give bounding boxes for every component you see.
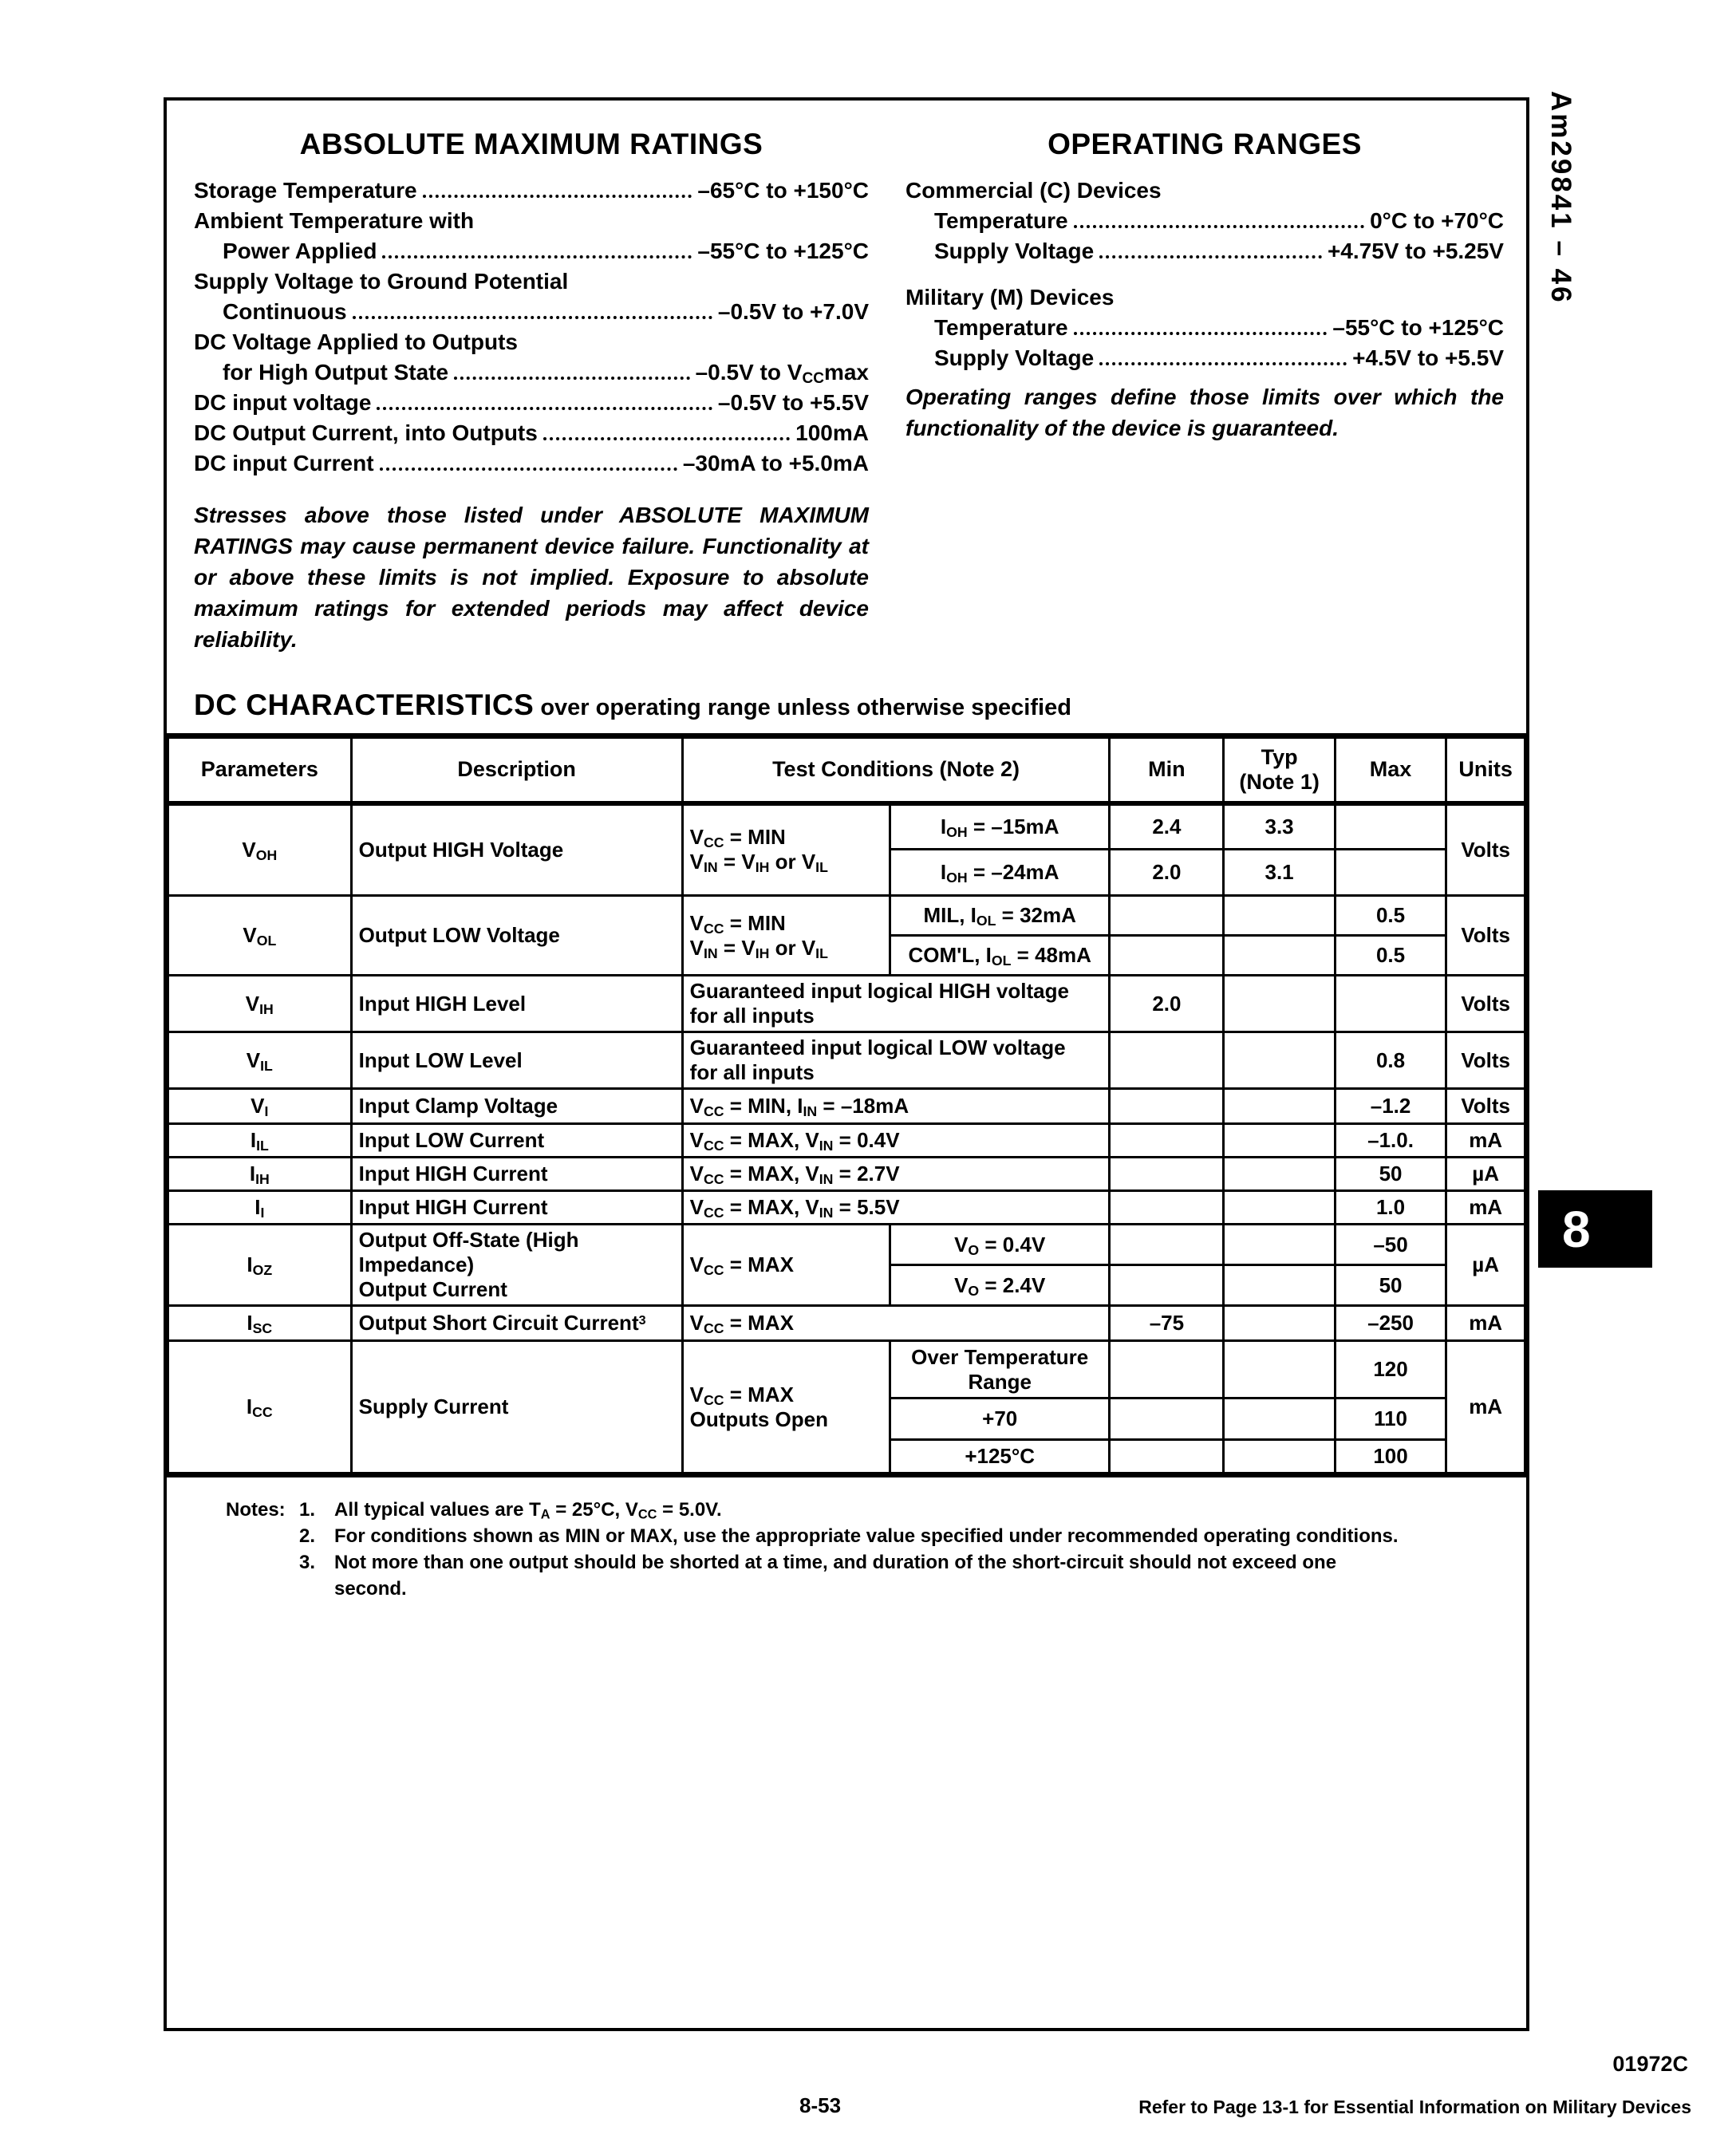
typ-cell-empty (1224, 1158, 1335, 1191)
spec-line (194, 297, 869, 327)
description-cell: Input HIGH Current (351, 1158, 682, 1191)
sub-condition-cell: COM'L, $I_{OL} = 48mA$ (890, 936, 1110, 976)
dot-leader (353, 316, 712, 319)
typ-cell-empty (1224, 1265, 1335, 1306)
spec-label: Military (M) Devices (905, 285, 1115, 310)
spec-line (905, 343, 1504, 373)
param-cell-voh: $V_{OH}$ (168, 803, 352, 896)
spec-value: 0°C to +70°C (1370, 208, 1504, 233)
units-cell: Volts (1446, 1089, 1525, 1124)
spec-line (194, 176, 869, 206)
spec-label: Supply Voltage (934, 239, 1095, 263)
description-cell: Output HIGH Voltage (351, 803, 682, 896)
spec-value: +4.75V to +5.25V (1327, 239, 1504, 263)
page-border (164, 97, 1529, 2031)
note-item (226, 1497, 1407, 1523)
section-tab (1538, 1190, 1652, 1268)
table-row-iih (168, 1158, 1525, 1191)
sub-condition-cell: $I_{OH} = -15mA$ (890, 803, 1110, 850)
typ-cell-empty (1224, 1191, 1335, 1225)
units-cell: Volts (1446, 976, 1525, 1032)
min-cell-empty (1110, 936, 1224, 976)
max-cell: 100 (1335, 1440, 1446, 1475)
description-cell: Input Clamp Voltage (351, 1089, 682, 1124)
spec-value: –0.5V to $V_{CC}\max$ (695, 360, 869, 388)
param-cell-iil: $I_{IL}$ (168, 1124, 352, 1158)
units-cell: mA (1446, 1306, 1525, 1341)
description-cell: Input HIGH Level (351, 976, 682, 1032)
header-cell-units: Units (1446, 736, 1525, 803)
notes-label: Notes: (226, 1499, 286, 1521)
header-cell-description: Description (351, 736, 682, 803)
dc-table (167, 733, 1526, 1477)
table-row-voh (168, 803, 1525, 850)
table-row-vil (168, 1032, 1525, 1089)
test-condition-cell: $V_{CC}$ = MIN $V_{IN} = V_{IH}$ or $V_{IL}$ (682, 896, 890, 976)
spec-label: DC Voltage Applied to Outputs (194, 329, 518, 354)
column-gap (869, 121, 905, 655)
max-cell: 1.0 (1335, 1191, 1446, 1225)
part-number-vertical: Am29841 – 46 (1545, 91, 1576, 305)
op-ranges-note: Operating ranges define those limits over which the functionality of the device is guaranteed. (905, 385, 1504, 440)
units-cell: mA (1446, 1341, 1525, 1475)
typ-cell-empty (1224, 1089, 1335, 1124)
typ-cell: 3.1 (1224, 850, 1335, 896)
abs-max-title: ABSOLUTE MAXIMUM RATINGS (299, 128, 763, 160)
sub-condition-cell: +70 (890, 1399, 1110, 1440)
dot-leader (1074, 332, 1328, 335)
sub-condition-cell: Over Temperature Range (890, 1341, 1110, 1399)
dot-leader (377, 407, 712, 410)
table-row-ioz (168, 1225, 1525, 1265)
max-cell: 110 (1335, 1399, 1446, 1440)
test-condition-cell: $V_{CC}$ = MAX (682, 1306, 1110, 1341)
description-cell: Output LOW Voltage (351, 896, 682, 976)
min-cell: –75 (1110, 1306, 1224, 1341)
spec-line (194, 448, 869, 479)
max-cell: 50 (1335, 1265, 1446, 1306)
max-cell: –50 (1335, 1225, 1446, 1265)
min-cell-empty (1110, 896, 1224, 936)
spec-value: –55°C to +125°C (697, 239, 869, 263)
table-row-vol (168, 896, 1525, 936)
test-condition-cell: Guaranteed input logical LOW voltage for all inputs (682, 1032, 1110, 1089)
typ-cell-empty (1224, 936, 1335, 976)
dot-leader (380, 467, 677, 471)
min-cell-empty (1110, 1158, 1224, 1191)
param-cell-isc: $I_{SC}$ (168, 1306, 352, 1341)
dot-leader (454, 377, 690, 380)
max-cell: –1.2 (1335, 1089, 1446, 1124)
description-cell: Input LOW Level (351, 1032, 682, 1089)
spec-line (905, 206, 1504, 236)
min-cell-empty (1110, 1399, 1224, 1440)
param-cell-vi: $V_I$ (168, 1089, 352, 1124)
typ-cell-empty (1224, 896, 1335, 936)
note-number: 1. (299, 1499, 316, 1521)
spec-value: –65°C to +150°C (697, 178, 869, 203)
test-condition-cell: $V_{CC}$ = MIN, $I_{IN} = -18mA$ (682, 1089, 1110, 1124)
spec-label: Supply Voltage (934, 345, 1095, 370)
dc-characteristics-title: DC CHARACTERISTICS (194, 688, 535, 721)
spec-line (905, 282, 1504, 313)
dc-table-header-row (168, 736, 1525, 803)
header-cell-test-conditions: Test Conditions (Note 2) (682, 736, 1110, 803)
spec-label: DC input voltage (194, 390, 372, 415)
sub-condition-cell: $V_O = 0.4V$ (890, 1225, 1110, 1265)
sub-condition-cell: $I_{OH} = -24mA$ (890, 850, 1110, 896)
max-cell: –1.0. (1335, 1124, 1446, 1158)
spec-line (905, 176, 1504, 206)
spec-line (194, 388, 869, 418)
test-condition-cell: Guaranteed input logical HIGH voltage for all inputs (682, 976, 1110, 1032)
spec-line (194, 236, 869, 266)
header-cell-typ (1224, 736, 1335, 803)
spec-value: +4.5V to +5.5V (1352, 345, 1504, 370)
min-cell-empty (1110, 1124, 1224, 1158)
dc-characteristics-subtitle: over operating range unless otherwise specified (534, 695, 1071, 720)
notes-section (226, 1497, 1407, 1602)
spec-label: for High Output State (223, 360, 449, 385)
description-cell: Supply Current (351, 1341, 682, 1475)
typ-cell: 3.3 (1224, 803, 1335, 850)
spec-line (194, 266, 869, 297)
min-cell-empty (1110, 1191, 1224, 1225)
min-cell: 2.4 (1110, 803, 1224, 850)
max-cell-empty (1335, 976, 1446, 1032)
min-cell: 2.0 (1110, 976, 1224, 1032)
footer-doc-code: 01972C (1612, 2052, 1688, 2076)
spec-line (905, 236, 1504, 266)
note-number: 2. (299, 1525, 316, 1547)
units-cell: Volts (1446, 803, 1525, 896)
abs-max-section (194, 121, 869, 655)
test-condition-cell: $V_{CC}$ = MAX (682, 1225, 890, 1306)
param-cell-ii: $I_I$ (168, 1191, 352, 1225)
spec-label: Supply Voltage to Ground Potential (194, 269, 569, 294)
op-ranges-section (905, 121, 1504, 655)
min-cell-empty (1110, 1225, 1224, 1265)
header-typ-label: Typ (1261, 744, 1298, 769)
spec-line (194, 206, 869, 236)
param-cell-vih: $V_{IH}$ (168, 976, 352, 1032)
sub-condition-cell: +125°C (890, 1440, 1110, 1475)
param-cell-vil: $V_{IL}$ (168, 1032, 352, 1089)
max-cell: 0.5 (1335, 896, 1446, 936)
description-cell: Output Short Circuit Current$^3$ (351, 1306, 682, 1341)
spec-label: DC input Current (194, 451, 374, 475)
table-row-isc (168, 1306, 1525, 1341)
spec-label: Power Applied (223, 239, 377, 263)
dot-leader (423, 195, 692, 198)
max-cell-empty (1335, 803, 1446, 850)
test-condition-cell: $V_{CC}$ = MAX, $V_{IN} = 2.7V$ (682, 1158, 1110, 1191)
typ-cell-empty (1224, 1032, 1335, 1089)
spec-value: –0.5V to +5.5V (717, 390, 869, 415)
min-cell-empty (1110, 1440, 1224, 1475)
section-tab-number: 8 (1562, 1200, 1591, 1258)
units-cell: mA (1446, 1191, 1525, 1225)
typ-cell-empty (1224, 1440, 1335, 1475)
spec-line (194, 418, 869, 448)
description-cell: Input HIGH Current (351, 1191, 682, 1225)
table-row-ii (168, 1191, 1525, 1225)
param-cell-vol: $V_{OL}$ (168, 896, 352, 976)
footer-page-number: 8-53 (799, 2093, 842, 2117)
spec-value: –0.5V to +7.0V (717, 299, 869, 324)
dot-leader (543, 437, 790, 440)
units-cell: µA (1446, 1225, 1525, 1306)
max-cell: –250 (1335, 1306, 1446, 1341)
dot-leader (1099, 255, 1322, 258)
dot-leader (382, 255, 692, 258)
table-row-icc (168, 1341, 1525, 1399)
header-typ-note: (Note 1) (1239, 769, 1320, 794)
spec-value: 100mA (795, 420, 869, 445)
spec-line (194, 357, 869, 388)
note-item (226, 1549, 1407, 1602)
sub-condition-cell: $V_O = 2.4V$ (890, 1265, 1110, 1306)
table-row-iil (168, 1124, 1525, 1158)
max-cell: 0.8 (1335, 1032, 1446, 1089)
test-condition-cell: $V_{CC}$ = MAX, $V_{IN} = 5.5V$ (682, 1191, 1110, 1225)
spec-label: Ambient Temperature with (194, 208, 475, 233)
header-cell-min: Min (1110, 736, 1224, 803)
note-item (226, 1523, 1407, 1549)
footer-military-note: Refer to Page 13-1 for Essential Information on Military Devices (1138, 2097, 1691, 2117)
spec-label: Storage Temperature (194, 178, 417, 203)
test-condition-cell: $V_{CC}$ = MAX Outputs Open (682, 1341, 890, 1475)
spec-line (905, 313, 1504, 343)
units-cell: µA (1446, 1158, 1525, 1191)
header-cell-parameters: Parameters (168, 736, 352, 803)
header-cell-max: Max (1335, 736, 1446, 803)
dc-characteristics-heading (194, 688, 1526, 722)
note-text: All typical values are $T_A = 25^\circ C$, $V_{CC} = 5.0V$. (334, 1499, 722, 1522)
typ-cell-empty (1224, 1341, 1335, 1399)
units-cell: mA (1446, 1124, 1525, 1158)
top-section (167, 101, 1526, 655)
min-cell-empty (1110, 1089, 1224, 1124)
param-cell-iih: $I_{IH}$ (168, 1158, 352, 1191)
param-cell-ioz: $I_{OZ}$ (168, 1225, 352, 1306)
spec-value: –30mA to +5.0mA (682, 451, 869, 475)
min-cell-empty (1110, 1265, 1224, 1306)
dot-leader (1099, 362, 1347, 365)
dot-leader (1074, 225, 1365, 228)
description-cell: Input LOW Current (351, 1124, 682, 1158)
param-cell-icc: $I_{CC}$ (168, 1341, 352, 1475)
typ-cell-empty (1224, 1225, 1335, 1265)
typ-cell-empty (1224, 1306, 1335, 1341)
spec-value: –55°C to +125°C (1332, 315, 1504, 340)
abs-max-stress-note: Stresses above those listed under ABSOLUTE MAXIMUM RATINGS may cause permanent device failure. Functionality at or above these limits is not implied. Exposure to absolute maximum ratings for extended periods may affect device reliability. (194, 503, 869, 652)
test-condition-cell: $V_{CC}$ = MAX, $V_{IN} = 0.4V$ (682, 1124, 1110, 1158)
spec-label: DC Output Current, into Outputs (194, 420, 538, 445)
min-cell: 2.0 (1110, 850, 1224, 896)
max-cell-empty (1335, 850, 1446, 896)
spec-label: Continuous (223, 299, 347, 324)
table-row-vi (168, 1089, 1525, 1124)
description-cell: Output Off-State (High Impedance) Output Current (351, 1225, 682, 1306)
spec-label: Temperature (934, 208, 1068, 233)
note-number: 3. (299, 1552, 316, 1573)
op-ranges-title: OPERATING RANGES (1048, 128, 1362, 160)
min-cell-empty (1110, 1032, 1224, 1089)
max-cell: 0.5 (1335, 936, 1446, 976)
typ-cell-empty (1224, 1124, 1335, 1158)
units-cell: Volts (1446, 1032, 1525, 1089)
max-cell: 120 (1335, 1341, 1446, 1399)
sub-condition-cell: MIL, $I_{OL} = 32mA$ (890, 896, 1110, 936)
typ-cell-empty (1224, 1399, 1335, 1440)
max-cell: 50 (1335, 1158, 1446, 1191)
spec-line (194, 327, 869, 357)
note-text: Not more than one output should be shorted at a time, and duration of the short-circuit should not exceed one second. (334, 1552, 1337, 1600)
min-cell-empty (1110, 1341, 1224, 1399)
table-row-vih (168, 976, 1525, 1032)
typ-cell-empty (1224, 976, 1335, 1032)
spec-label: Temperature (934, 315, 1068, 340)
note-text: For conditions shown as MIN or MAX, use the appropriate value specified under recommended operating conditions. (334, 1525, 1399, 1547)
test-condition-cell: $V_{CC}$ = MIN $V_{IN} = V_{IH}$ or $V_{IL}$ (682, 803, 890, 896)
spec-label: Commercial (C) Devices (905, 178, 1162, 203)
units-cell: Volts (1446, 896, 1525, 976)
